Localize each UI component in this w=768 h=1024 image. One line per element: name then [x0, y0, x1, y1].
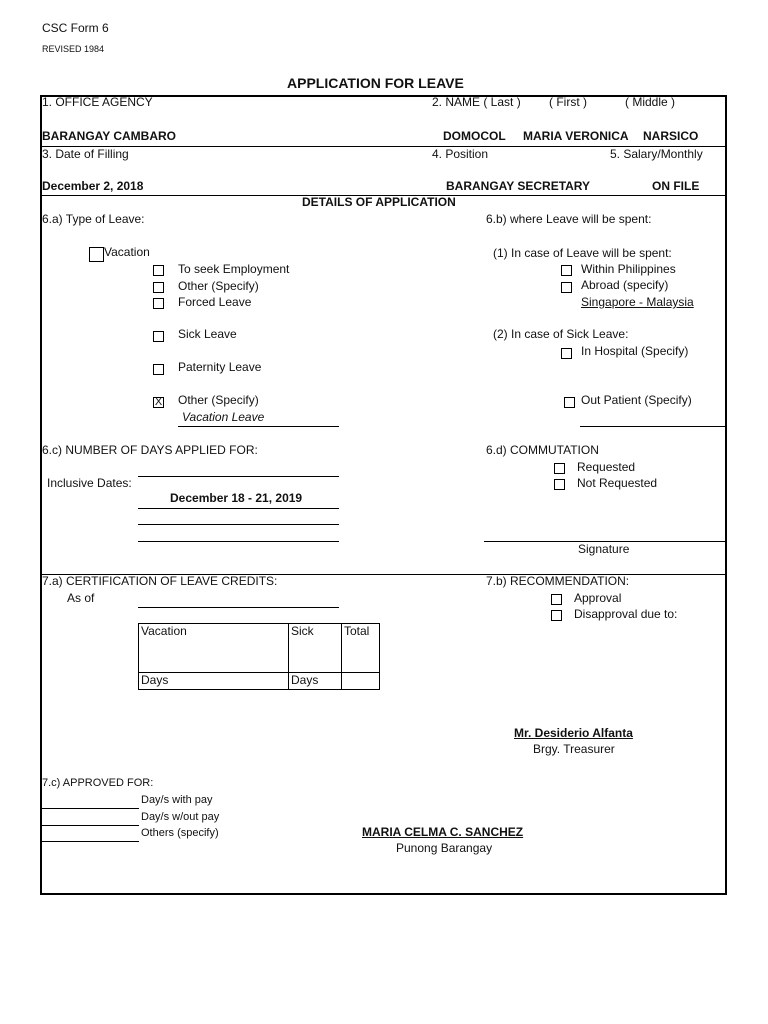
position-value[interactable]: BARANGAY SECRETARY: [446, 179, 591, 193]
other-leave-label: Other (Specify): [178, 393, 259, 407]
disapproval-checkbox[interactable]: [551, 610, 562, 621]
position-label: 4. Position: [432, 147, 489, 161]
total-days-cell[interactable]: [342, 673, 380, 690]
with-pay-line: [40, 808, 139, 809]
vacation-column-header: Vacation: [139, 624, 289, 673]
not-requested-checkbox[interactable]: [554, 479, 565, 490]
without-pay-line: [40, 825, 139, 826]
paternity-leave-checkbox[interactable]: [153, 364, 164, 375]
requested-label: Requested: [577, 460, 636, 474]
others-line: [40, 841, 139, 842]
number-of-days-label: 6.c) NUMBER OF DAYS APPLIED FOR:: [42, 443, 258, 457]
certification-label: 7.a) CERTIFICATION OF LEAVE CREDITS:: [42, 574, 278, 588]
forced-leave-checkbox[interactable]: [153, 298, 164, 309]
within-philippines-checkbox[interactable]: [561, 265, 572, 276]
disapproval-label: Disapproval due to:: [574, 607, 678, 621]
punong-barangay-title: Punong Barangay: [396, 841, 493, 855]
where-spent-label: 6.b) where Leave will be spent:: [486, 212, 652, 226]
form-number: CSC Form 6: [42, 21, 109, 35]
seek-employment-label: To seek Employment: [178, 262, 290, 276]
approval-label: Approval: [574, 591, 622, 605]
date-of-filing-value[interactable]: December 2, 2018: [42, 179, 144, 193]
paternity-leave-label: Paternity Leave: [178, 360, 262, 374]
dates-line: [138, 508, 339, 509]
with-pay-label: Day/s with pay: [141, 794, 213, 806]
name-middle-label: ( Middle ): [625, 95, 676, 109]
page-title: APPLICATION FOR LEAVE: [287, 75, 464, 91]
in-hospital-label: In Hospital (Specify): [581, 344, 689, 358]
recommendation-label: 7.b) RECOMMENDATION:: [486, 574, 630, 588]
days-line: [138, 476, 339, 477]
office-agency-label: 1. OFFICE AGENCY: [42, 95, 153, 109]
vacation-label: Vacation: [104, 245, 150, 259]
abroad-value[interactable]: Singapore - Malaysia: [581, 295, 694, 309]
others-label: Others (specify): [141, 827, 219, 839]
within-philippines-label: Within Philippines: [581, 262, 676, 276]
details-title: DETAILS OF APPLICATION: [302, 195, 456, 209]
requested-checkbox[interactable]: [554, 463, 565, 474]
salary-label: 5. Salary/Monthly: [610, 147, 703, 161]
leave-credits-table: [138, 623, 380, 690]
case-sick-leave-label: (2) In case of Sick Leave:: [493, 327, 629, 341]
first-name-value[interactable]: MARIA VERONICA: [523, 129, 629, 143]
other-leave-underline: [178, 426, 339, 427]
treasurer-name: Mr. Desiderio Alfanta: [514, 726, 633, 740]
not-requested-label: Not Requested: [577, 476, 658, 490]
sick-column-header: Sick: [289, 624, 342, 673]
out-patient-underline: [580, 426, 727, 427]
office-agency-value[interactable]: BARANGAY CAMBARO: [42, 129, 177, 143]
seek-employment-checkbox[interactable]: [153, 265, 164, 276]
case-leave-label: (1) In case of Leave will be spent:: [493, 246, 672, 260]
dates-line: [138, 524, 339, 525]
abroad-label: Abroad (specify): [581, 278, 669, 292]
in-hospital-checkbox[interactable]: [561, 348, 572, 359]
forced-leave-label: Forced Leave: [178, 295, 252, 309]
revised-note: REVISED 1984: [42, 44, 105, 54]
other-leave-checkbox[interactable]: X: [154, 396, 163, 408]
dates-line: [138, 541, 339, 542]
sick-days-cell[interactable]: Days: [289, 673, 342, 690]
inclusive-dates-label: Inclusive Dates:: [47, 476, 132, 490]
punong-barangay-name: MARIA CELMA C. SANCHEZ: [362, 825, 524, 839]
as-of-label: As of: [67, 591, 95, 605]
inclusive-dates-value[interactable]: December 18 - 21, 2019: [170, 491, 303, 505]
sick-leave-checkbox[interactable]: [153, 331, 164, 342]
approved-for-label: 7.c) APPROVED FOR:: [42, 777, 154, 789]
without-pay-label: Day/s w/out pay: [141, 811, 220, 823]
last-name-value[interactable]: DOMOCOL: [443, 129, 506, 143]
salary-value[interactable]: ON FILE: [652, 179, 700, 193]
vacation-days-cell[interactable]: Days: [139, 673, 289, 690]
abroad-checkbox[interactable]: [561, 282, 572, 293]
other-specify-checkbox[interactable]: [153, 282, 164, 293]
vacation-checkbox[interactable]: [89, 247, 104, 262]
name-last-label: 2. NAME ( Last ): [432, 95, 521, 109]
other-specify-label: Other (Specify): [178, 279, 259, 293]
as-of-line: [138, 607, 339, 608]
commutation-label: 6.d) COMMUTATION: [486, 443, 599, 457]
approval-checkbox[interactable]: [551, 594, 562, 605]
type-of-leave-label: 6.a) Type of Leave:: [42, 212, 145, 226]
out-patient-label: Out Patient (Specify): [581, 393, 692, 407]
sick-leave-label: Sick Leave: [178, 327, 237, 341]
out-patient-checkbox[interactable]: [564, 397, 575, 408]
middle-name-value[interactable]: NARSICO: [643, 129, 699, 143]
date-of-filing-label: 3. Date of Filling: [42, 147, 129, 161]
treasurer-title: Brgy. Treasurer: [533, 742, 615, 756]
signature-label: Signature: [578, 542, 630, 556]
total-column-header: Total: [342, 624, 380, 673]
name-first-label: ( First ): [549, 95, 587, 109]
other-leave-value[interactable]: Vacation Leave: [182, 410, 265, 424]
